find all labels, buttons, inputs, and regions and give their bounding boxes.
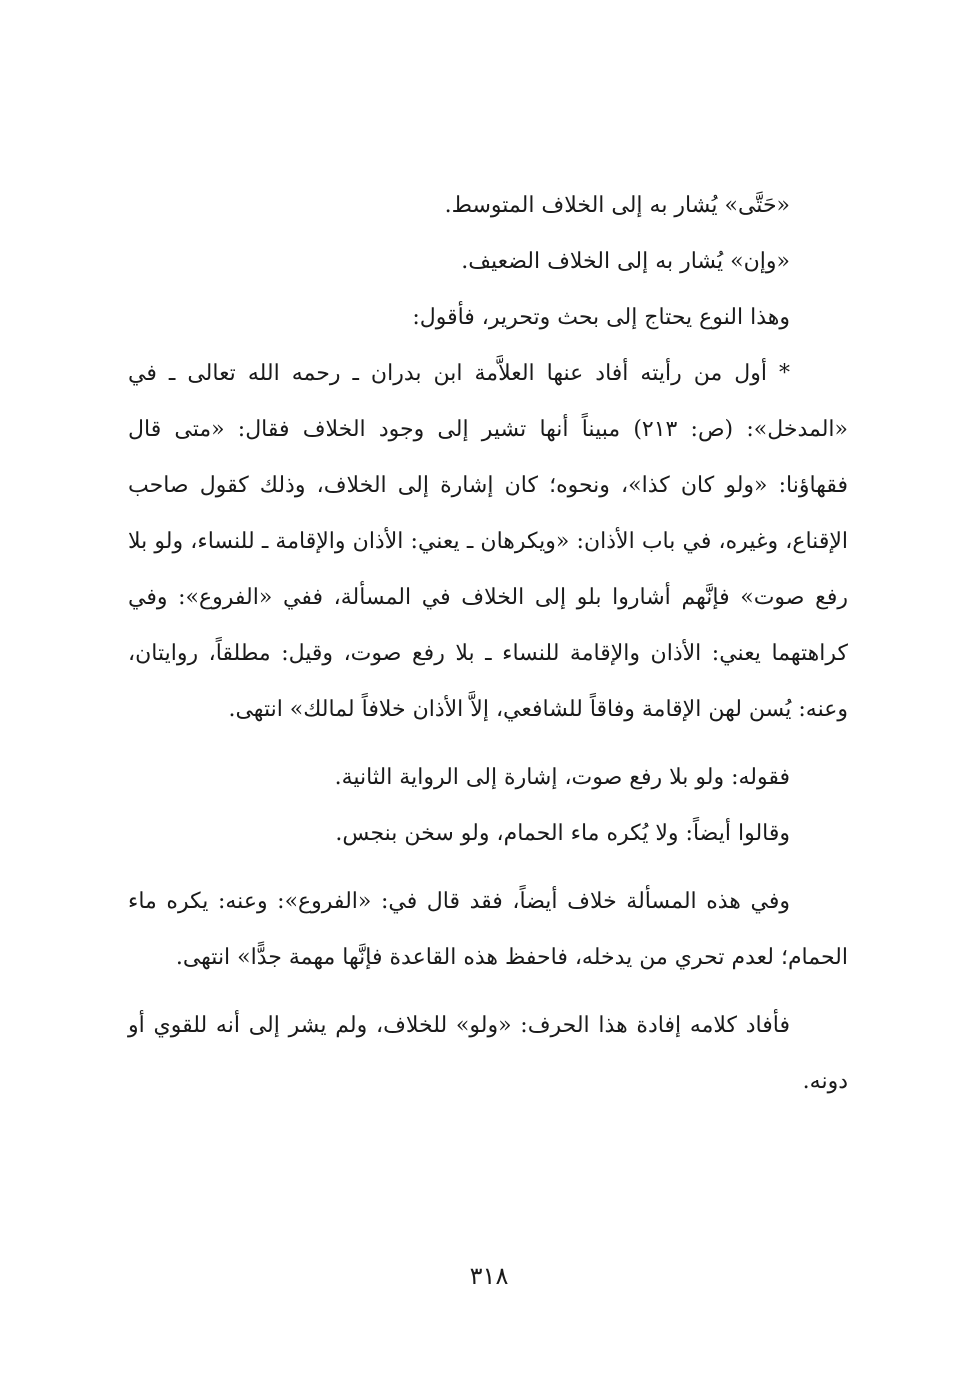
page-number: ٣١٨	[469, 1262, 509, 1290]
paragraph-furu-quote: وفي هذه المسألة خلاف أيضاً، فقد قال في: «الفروع»: وعنه: يكره ماء الحمام؛ لعدم تحري من يدخله، فاحفظ هذه القاعدة فإنَّها مهمة جدًّا» انتهى.	[128, 889, 848, 970]
page-body	[128, 178, 848, 1110]
paragraph-hammam-water: وقالوا أيضاً: ولا يُكره ماء الحمام، ولو سخن بنجس.	[335, 821, 790, 846]
paragraph-hatta: «حَتَّى» يُشار به إلى الخلاف المتوسط.	[444, 193, 790, 218]
paragraph-intro: وهذا النوع يحتاج إلى بحث وتحرير، فأقول:	[412, 305, 790, 330]
paragraph-ibn-badran-quote: * أول من رأيته أفاد عنها العلاَّمة ابن بدران ـ رحمه الله تعالى ـ في «المدخل»: (ص: ٢١٣) مبيناً أنها تشير إلى وجود الخلاف فقال: «متى قال فقهاؤنا: «ولو كان كذا»، ونحوه؛ كان إشارة إلى الخلاف، وذلك كقول صاحب الإقناع، وغيره، في باب الأذان: «ويكرهان ـ يعني: الأذان والإقامة ـ للنساء، ولو بلا رفع صوت» فإنَّهم أشاروا بلو إلى الخلاف في المسألة، ففي «الفروع»: وفي كراهتهما يعني: الأذان والإقامة للنساء ـ بلا رفع صوت، وقيل: مطلقاً، روايتان، وعنه: يُسن لهن الإقامة وفاقاً للشافعي، إلاَّ الأذان خلافاً لمالك» انتهى.	[128, 361, 848, 722]
paragraph-conclusion: فأفاد كلامه إفادة هذا الحرف: «ولو» للخلاف، ولم يشر إلى أنه للقوي أو دونه.	[128, 1013, 848, 1094]
paragraph-wa-in: «وإن» يُشار به إلى الخلاف الضعيف.	[461, 249, 790, 274]
paragraph-second-narration: فقوله: ولو بلا رفع صوت، إشارة إلى الرواية الثانية.	[334, 765, 790, 790]
